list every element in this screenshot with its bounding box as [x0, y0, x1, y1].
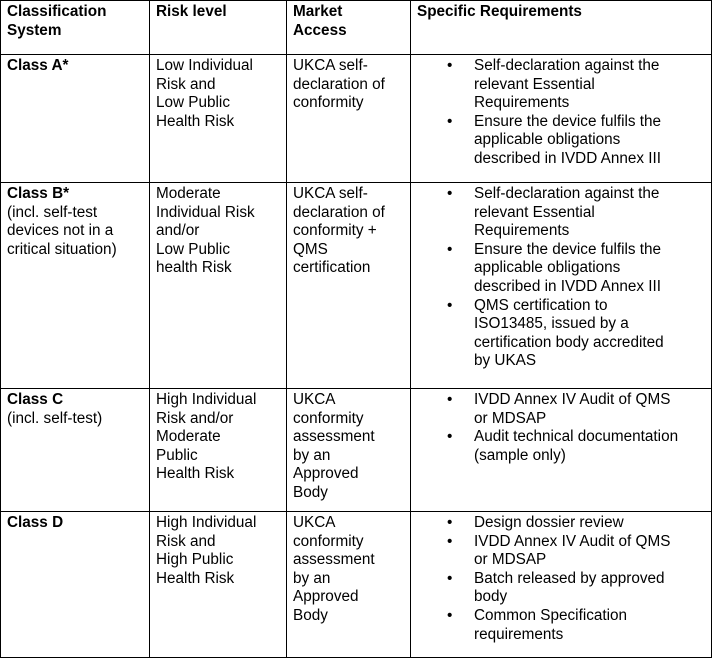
class-cell — [1, 389, 150, 512]
risk-text: Risk and — [156, 532, 216, 550]
list-item — [417, 241, 707, 297]
list-item — [417, 428, 707, 465]
market-text: UKCA self- — [293, 185, 368, 202]
risk-text: and/or — [156, 222, 200, 240]
class-note: (incl. self-test) — [7, 409, 103, 427]
risk-text: Public — [156, 446, 198, 464]
requirement-text: Ensure the device fulfils the — [474, 112, 662, 130]
requirements-list — [417, 391, 707, 465]
header-classification-system — [1, 1, 150, 55]
header-row — [1, 1, 712, 55]
bullet-icon: • — [447, 428, 453, 446]
bullet-icon: • — [447, 296, 453, 314]
market-cell — [287, 389, 411, 512]
requirement-text: IVDD Annex IV Audit of QMS — [474, 391, 671, 408]
class-name: Class D — [7, 514, 64, 531]
class-name: Class C — [7, 391, 64, 408]
market-text: Body — [293, 606, 328, 624]
requirement-text: ISO13485, issued by a — [474, 315, 629, 333]
header-text: Market — [293, 3, 343, 20]
table-row-class-b — [1, 183, 712, 389]
list-item — [417, 570, 707, 607]
list-item — [417, 57, 707, 113]
class-note: critical situation) — [7, 240, 117, 258]
market-text: UKCA self- — [293, 57, 368, 74]
requirement-text: Self-declaration against the — [474, 185, 660, 202]
market-cell — [287, 55, 411, 183]
market-text: by an — [293, 446, 331, 464]
requirement-text: applicable obligations — [474, 259, 621, 277]
requirements-cell — [411, 389, 712, 512]
risk-text: Individual Risk — [156, 203, 255, 221]
requirement-text: (sample only) — [474, 446, 566, 464]
market-text: Approved — [293, 465, 359, 483]
market-text: declaration of — [293, 75, 385, 93]
class-name: Class A* — [7, 57, 69, 74]
class-cell — [1, 512, 150, 658]
requirements-list — [417, 514, 707, 644]
market-text: conformity — [293, 409, 364, 427]
risk-text: High Public — [156, 551, 234, 569]
requirement-text: Common Specification — [474, 606, 628, 624]
requirement-text: Self-declaration against the — [474, 57, 660, 74]
requirement-text: relevant Essential — [474, 75, 595, 93]
requirement-text: body — [474, 588, 508, 606]
market-text: conformity — [293, 532, 364, 550]
risk-text: Low Public — [156, 240, 230, 258]
bullet-icon: • — [447, 514, 453, 531]
header-text: Risk level — [156, 3, 227, 20]
requirement-text: certification body accredited — [474, 333, 664, 351]
list-item — [417, 185, 707, 241]
class-note: devices not in a — [7, 222, 114, 240]
class-cell — [1, 183, 150, 389]
market-text: assessment — [293, 551, 375, 569]
requirement-text: Requirements — [474, 222, 570, 240]
bullet-icon: • — [447, 569, 453, 587]
class-note: (incl. self-test — [7, 203, 98, 221]
requirement-text: Batch released by approved — [474, 569, 665, 587]
market-text: QMS — [293, 240, 328, 258]
bullet-icon: • — [447, 57, 453, 74]
class-name: Class B* — [7, 185, 70, 202]
risk-text: Health Risk — [156, 569, 235, 587]
requirement-text: relevant Essential — [474, 203, 595, 221]
requirement-text: or MDSAP — [474, 409, 547, 427]
market-text: Body — [293, 483, 328, 501]
list-item — [417, 297, 707, 371]
table-row-class-d — [1, 512, 712, 658]
header-risk-level — [150, 1, 287, 55]
risk-text: Moderate — [156, 428, 221, 446]
market-text: by an — [293, 569, 331, 587]
bullet-icon: • — [447, 532, 453, 550]
market-text: conformity + — [293, 222, 377, 240]
market-cell — [287, 512, 411, 658]
bullet-icon: • — [447, 391, 453, 408]
list-item — [417, 533, 707, 570]
market-text: conformity — [293, 94, 364, 112]
risk-text: Risk and — [156, 75, 216, 93]
market-text: UKCA — [293, 391, 336, 408]
bullet-icon: • — [447, 606, 453, 624]
class-cell — [1, 55, 150, 183]
requirements-cell — [411, 512, 712, 658]
requirement-text: Requirements — [474, 94, 570, 112]
risk-text: Risk and/or — [156, 409, 234, 427]
header-text: Access — [293, 21, 347, 39]
market-text: UKCA — [293, 514, 336, 531]
list-item — [417, 514, 707, 533]
risk-text: Health Risk — [156, 465, 235, 483]
requirements-list — [417, 57, 707, 169]
risk-text: Low Public — [156, 94, 230, 112]
table-row-class-c — [1, 389, 712, 512]
requirement-text: applicable obligations — [474, 131, 621, 149]
list-item — [417, 607, 707, 644]
requirements-cell — [411, 183, 712, 389]
header-specific-requirements — [411, 1, 712, 55]
market-text: Approved — [293, 588, 359, 606]
requirements-cell — [411, 55, 712, 183]
requirements-list — [417, 185, 707, 371]
market-text: certification — [293, 259, 371, 277]
risk-text: High Individual — [156, 391, 257, 408]
risk-cell — [150, 512, 287, 658]
bullet-icon: • — [447, 185, 453, 202]
requirement-text: Ensure the device fulfils the — [474, 240, 662, 258]
risk-text: Health Risk — [156, 112, 235, 130]
market-text: assessment — [293, 428, 375, 446]
risk-text: Low Individual — [156, 57, 253, 74]
list-item — [417, 113, 707, 169]
requirement-text: described in IVDD Annex III — [474, 149, 662, 167]
market-text: declaration of — [293, 203, 385, 221]
header-text: Classification — [7, 3, 107, 20]
risk-cell — [150, 55, 287, 183]
header-text: Specific Requirements — [417, 3, 582, 20]
requirement-text: QMS certification to — [474, 296, 608, 314]
requirement-text: by UKAS — [474, 352, 537, 370]
requirement-text: described in IVDD Annex III — [474, 277, 662, 295]
risk-text: health Risk — [156, 259, 232, 277]
risk-cell — [150, 389, 287, 512]
header-text: System — [7, 21, 62, 39]
risk-cell — [150, 183, 287, 389]
table-row-class-a — [1, 55, 712, 183]
requirement-text: requirements — [474, 625, 564, 643]
requirement-text: IVDD Annex IV Audit of QMS — [474, 532, 671, 550]
risk-text: High Individual — [156, 514, 257, 531]
market-cell — [287, 183, 411, 389]
list-item — [417, 391, 707, 428]
bullet-icon: • — [447, 112, 453, 130]
bullet-icon: • — [447, 240, 453, 258]
requirement-text: or MDSAP — [474, 551, 547, 569]
requirement-text: Design dossier review — [474, 514, 624, 531]
requirement-text: Audit technical documentation — [474, 428, 679, 446]
risk-text: Moderate — [156, 185, 221, 202]
header-market-access — [287, 1, 411, 55]
